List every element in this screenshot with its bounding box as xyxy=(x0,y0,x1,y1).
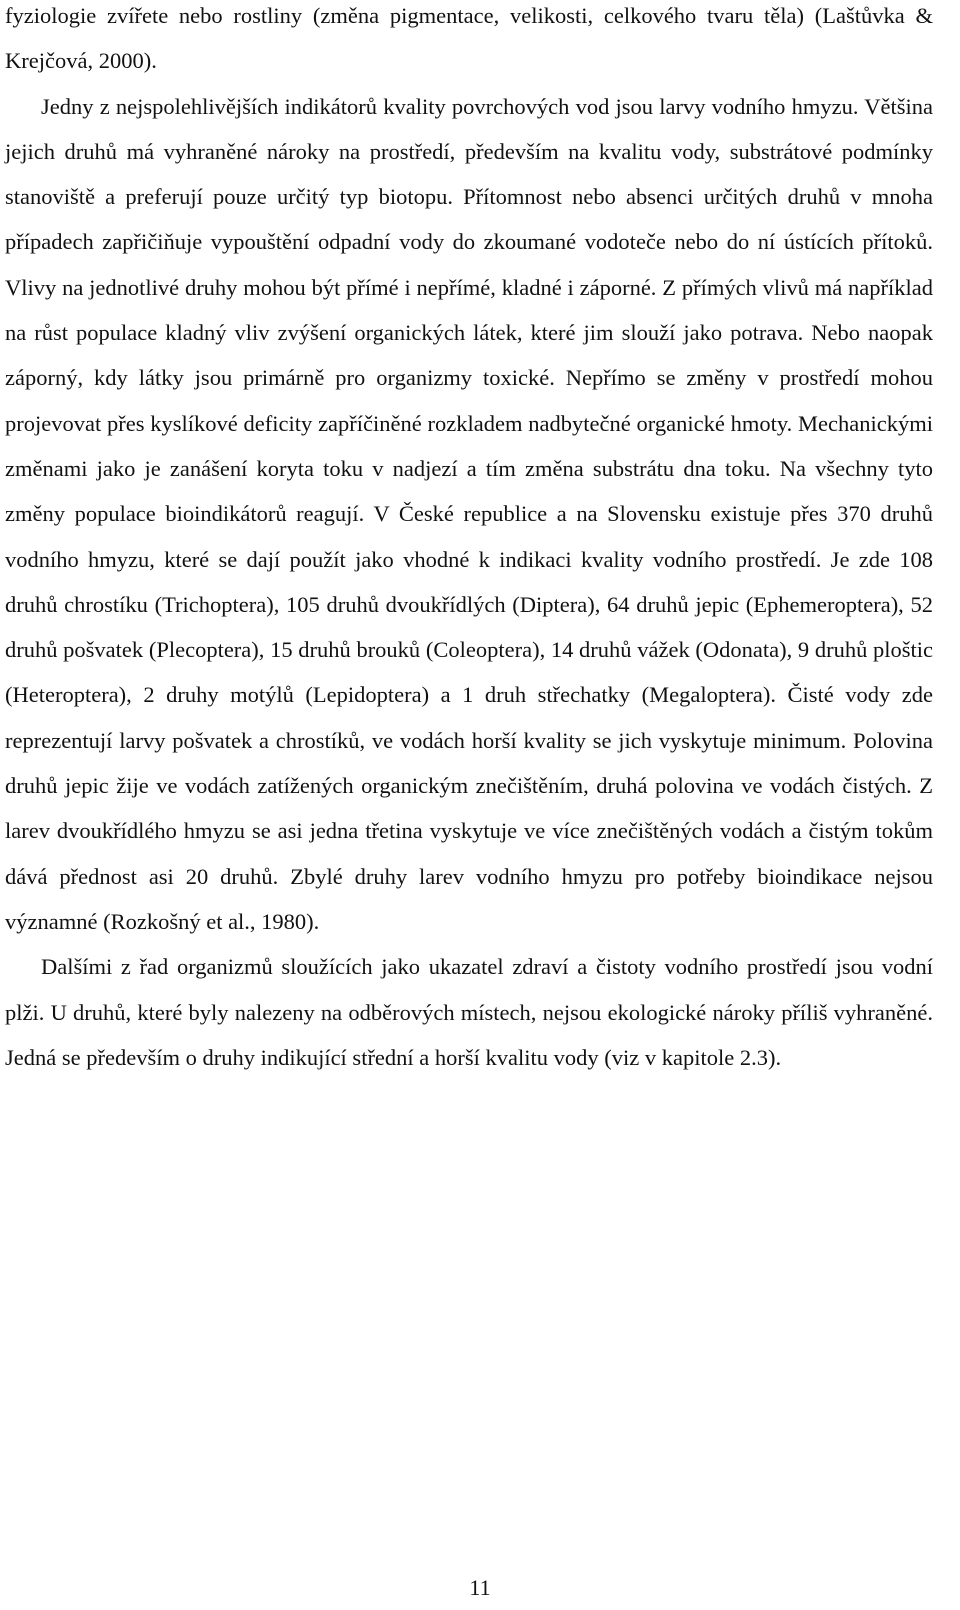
page-number: 11 xyxy=(469,1575,491,1600)
paragraph-water-insects: Jedny z nejspolehlivějších indikátorů kvality povrchových vod jsou larvy vodního hmyzu. Většina jejich druhů má vyhraněné nároky na prostředí, především na kvalitu vody, substrátové podmínky stanoviště a preferují pouze určitý typ biotopu. Přítomnost nebo absenci určitých druhů v mnoha případech zapřičiňuje vypouštění odpadní vody do zkoumané vodoteče nebo do ní ústících přítoků. Vlivy na jednotlivé druhy mohou být přímé i nepřímé, kladné i záporné. Z přímých vlivů má například na růst populace kladný vliv zvýšení organických látek, které jim slouží jako potrava. Nebo naopak záporný, kdy látky jsou primárně pro organizmy toxické. Nepřímo se změny v prostředí mohou projevovat přes kyslíkové deficity zapříčiněné rozkladem nadbytečné organické hmoty. Mechanickými změnami jako je zanášení koryta toku v nadjezí a tím změna substrátu dna toku. Na všechny tyto změny populace bioindikátorů reagují. V České republice a na Slovensku existuje přes 370 druhů vodního hmyzu, které se dají použít jako vhodné k indikaci kvality vodního prostředí. Je zde 108 druhů chrostíku (Trichoptera), 105 druhů dvoukřídlých (Diptera), 64 druhů jepic (Ephemeroptera), 52 druhů pošvatek (Plecoptera), 15 druhů brouků (Coleoptera), 14 druhů vážek (Odonata), 9 druhů ploštic (Heteroptera), 2 druhy motýlů (Lepidoptera) a 1 druh střechatky (Megaloptera). Čisté vody zde reprezentují larvy pošvatek a chrostíků, ve vodách horší kvality se jich vyskytuje minimum. Polovina druhů jepic žije ve vodách zatížených organickým znečištěním, druhá polovina ve vodách čistých. Z larev dvoukřídlého hmyzu se asi jedna třetina vyskytuje ve více znečištěných vodách a čistým tokům dává přednost asi 20 druhů. Zbylé druhy larev vodního hmyzu pro potřeby bioindikace nejsou významné (Rozkošný et al., 1980). xyxy=(5,93,933,934)
document-body xyxy=(5,0,933,1080)
paragraph-water-snails: Dalšími z řad organizmů sloužících jako ukazatel zdraví a čistoty vodního prostředí jsou vodní plži. U druhů, které byly nalezeny na odběrových místech, nejsou ekologické nároky příliš vyhraněné. Jedná se především o druhy indikující střední a horší kvalitu vody (viz v kapitole 2.3). xyxy=(5,954,933,1070)
paragraph-continued: fyziologie zvířete nebo rostliny (změna pigmentace, velikosti, celkového tvaru těla) (Laštůvka & Krejčová, 2000). xyxy=(5,3,933,74)
